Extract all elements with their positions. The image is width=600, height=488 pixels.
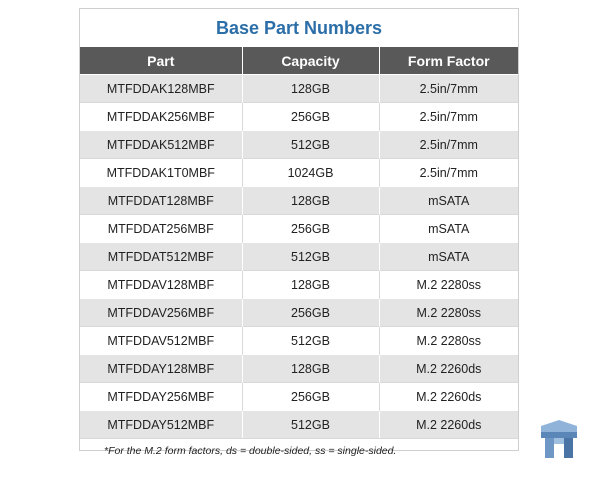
cell-part: MTFDDAV256MBF: [80, 299, 242, 327]
table-row: [80, 75, 518, 103]
cell-form-factor: M.2 2260ds: [379, 411, 518, 439]
cell-capacity: 512GB: [242, 131, 379, 159]
cell-form-factor: M.2 2280ss: [379, 299, 518, 327]
cell-capacity: 128GB: [242, 75, 379, 103]
table-row: [80, 271, 518, 299]
table-row: [80, 243, 518, 271]
table-title: Base Part Numbers: [215, 18, 383, 38]
cell-form-factor: mSATA: [379, 187, 518, 215]
cell-capacity: 512GB: [242, 411, 379, 439]
cell-form-factor: 2.5in/7mm: [379, 159, 518, 187]
cell-part: MTFDDAV512MBF: [80, 327, 242, 355]
table-row: [80, 215, 518, 243]
cell-part: MTFDDAY128MBF: [80, 355, 242, 383]
table-row: [80, 383, 518, 411]
cell-part: MTFDDAT128MBF: [80, 187, 242, 215]
cell-part: MTFDDAT512MBF: [80, 243, 242, 271]
cell-capacity: 256GB: [242, 103, 379, 131]
footnote: *For the M.2 form factors, ds = double-sided, ss = single-sided.: [80, 438, 518, 463]
part-numbers-card: [79, 8, 519, 457]
cell-capacity: 256GB: [242, 299, 379, 327]
table-row: [80, 187, 518, 215]
cell-part: MTFDDAY256MBF: [80, 383, 242, 411]
cell-form-factor: M.2 2280ss: [379, 327, 518, 355]
tt-logo-icon: [537, 418, 581, 462]
cell-form-factor: 2.5in/7mm: [379, 75, 518, 103]
table-row: [80, 411, 518, 439]
cell-capacity: 256GB: [242, 383, 379, 411]
header-form-factor: Form Factor: [379, 47, 518, 75]
table-row: [80, 327, 518, 355]
cell-part: MTFDDAK1T0MBF: [80, 159, 242, 187]
table-row: [80, 131, 518, 159]
table-row: [80, 159, 518, 187]
cell-form-factor: M.2 2260ds: [379, 355, 518, 383]
cell-capacity: 256GB: [242, 215, 379, 243]
cell-part: MTFDDAV128MBF: [80, 271, 242, 299]
cell-form-factor: M.2 2260ds: [379, 383, 518, 411]
part-numbers-table: [80, 47, 518, 438]
cell-capacity: 512GB: [242, 243, 379, 271]
table-body: [80, 75, 518, 439]
table-row: [80, 355, 518, 383]
cell-part: MTFDDAY512MBF: [80, 411, 242, 439]
header-capacity: Capacity: [242, 47, 379, 75]
table-row: [80, 103, 518, 131]
cell-form-factor: 2.5in/7mm: [379, 103, 518, 131]
cell-form-factor: mSATA: [379, 215, 518, 243]
cell-capacity: 128GB: [242, 271, 379, 299]
cell-part: MTFDDAK128MBF: [80, 75, 242, 103]
table-row: [80, 299, 518, 327]
header-part: Part: [80, 47, 242, 75]
cell-part: MTFDDAT256MBF: [80, 215, 242, 243]
cell-capacity: 128GB: [242, 355, 379, 383]
cell-form-factor: M.2 2280ss: [379, 271, 518, 299]
cell-form-factor: 2.5in/7mm: [379, 131, 518, 159]
cell-form-factor: mSATA: [379, 243, 518, 271]
cell-capacity: 128GB: [242, 187, 379, 215]
cell-part: MTFDDAK256MBF: [80, 103, 242, 131]
header-row: [80, 47, 518, 75]
cell-capacity: 512GB: [242, 327, 379, 355]
cell-part: MTFDDAK512MBF: [80, 131, 242, 159]
cell-capacity: 1024GB: [242, 159, 379, 187]
